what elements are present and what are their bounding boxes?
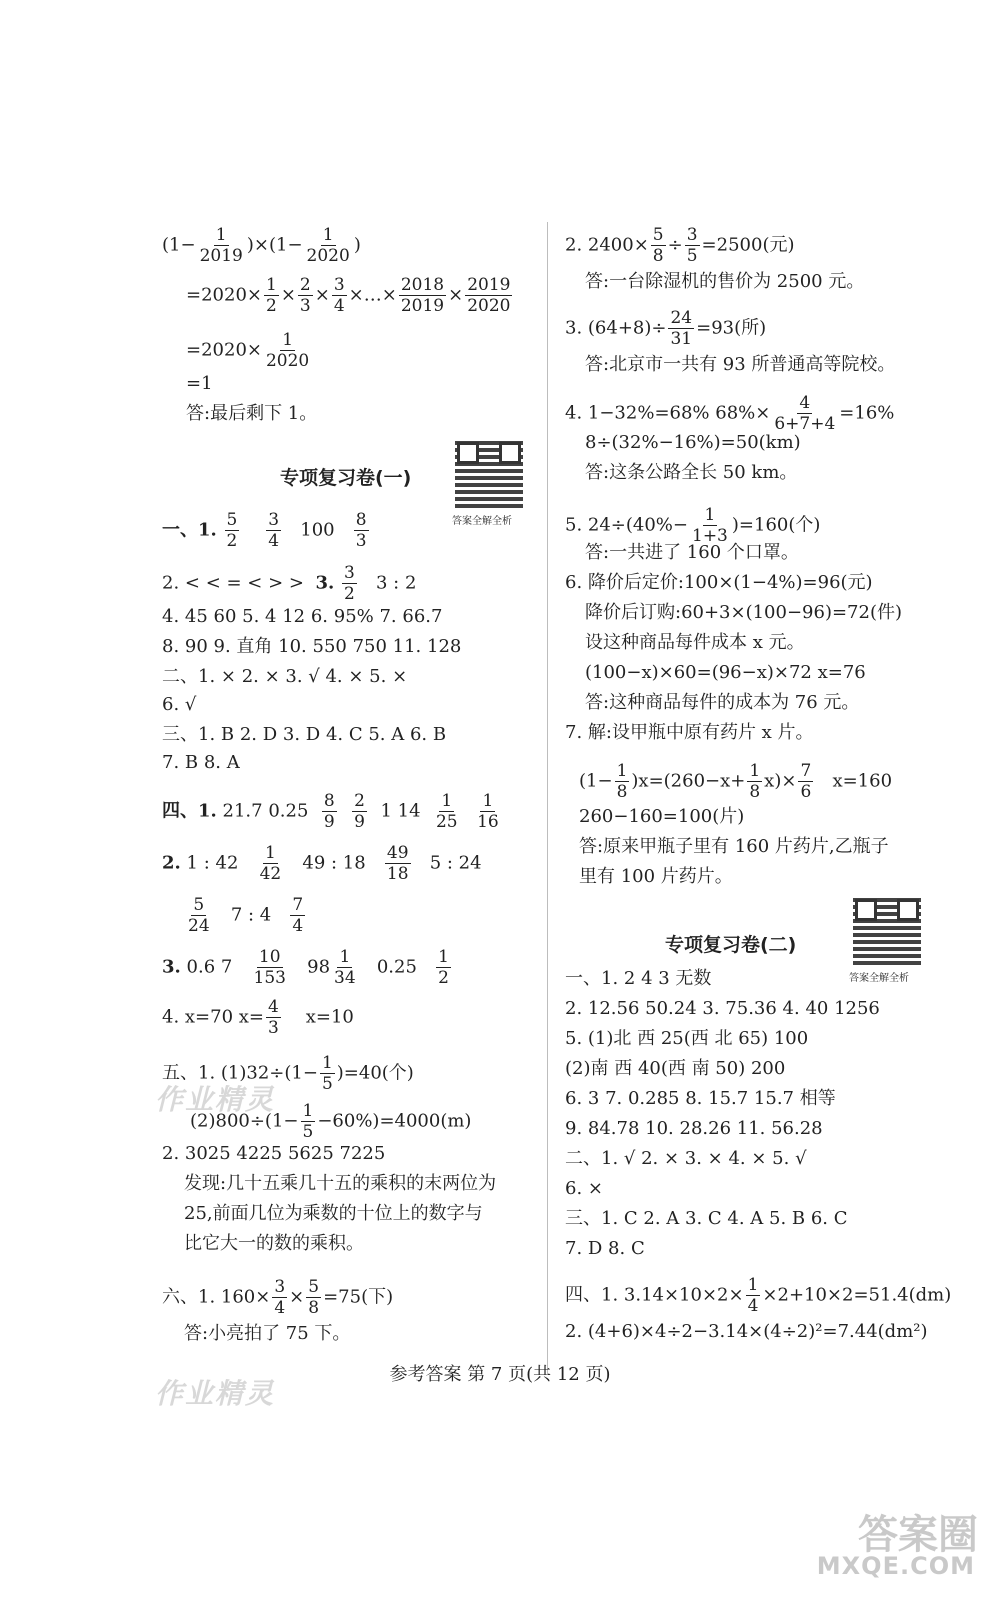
t2-line-2: 6. ×: [565, 1178, 603, 1199]
s5-q2-desc-2: 25,前面几位为乘数的十位上的数字与: [184, 1203, 483, 1224]
r-q6-1: 6. 降价后定价:100×(1−4%)=96(元): [565, 572, 873, 593]
t1-q5-2: (2)南 西 40(西 南 50) 200: [565, 1058, 786, 1079]
cont-line-1: (1− $\frac{1}{2019}$ )×(1− $\frac{1}{2020}$ ): [162, 225, 361, 266]
s4-q2-cont: $\frac{5}{24}$ 7 : 4 $\frac{7}{4}$: [188, 895, 304, 936]
section-title-1: 专项复习卷(一): [280, 467, 412, 489]
t1-q5-1: 5. (1)北 西 25(西 北 65) 100: [565, 1028, 809, 1049]
r-q4-answer: 答:这条公路全长 50 km。: [585, 462, 798, 483]
t3-line-1: 三、1. C 2. A 3. C 4. A 5. B 6. C: [565, 1208, 848, 1229]
r-q5-answer: 答:一共进了 160 个口罩。: [585, 542, 799, 563]
r-q2-answer: 答:一台除湿机的售价为 2500 元。: [585, 271, 865, 292]
s5-q1-1: 五、1. (1)32÷(1− $\frac{1}{5}$ )=40(个): [162, 1053, 414, 1094]
t1-q6: 6. 3 7. 0.285 8. 15.7 15.7 相等: [565, 1088, 836, 1109]
site-logo: 答案圈: [858, 1512, 978, 1558]
r-q7-answer-1: 答:原来甲瓶子里有 160 片药片,乙瓶子: [579, 836, 889, 857]
s1-q2: 2. < < = < > > 3. $\frac{3}{2}$ 3 : 2: [162, 563, 417, 604]
r-q7-answer-2: 里有 100 片药片。: [579, 866, 733, 887]
s6-q1: 六、1. 160× $\frac{3}{4}$ × $\frac{5}{8}$ =75(下): [162, 1277, 394, 1318]
r-q5: 5. 24÷(40%− $\frac{1}{1+3}$ )=160(个): [565, 505, 821, 546]
r-q3: 3. (64+8)÷ $\frac{24}{31}$ =93(所): [565, 308, 767, 349]
t3-line-2: 7. D 8. C: [565, 1238, 645, 1259]
s5-q1-2: (2)800÷(1− $\frac{1}{5}$ −60%)=4000(m): [190, 1101, 472, 1142]
s4-q4: 4. x=70 x= $\frac{4}{3}$ x=10: [162, 997, 354, 1038]
r-q2: 2. 2400× $\frac{5}{8}$ ÷ $\frac{3}{5}$ =2500(元): [565, 225, 795, 266]
r-q6-answer: 答:这种商品每件的成本为 76 元。: [585, 692, 860, 713]
qr-code-icon-2[interactable]: [853, 897, 921, 965]
cont-answer: 答:最后剩下 1。: [186, 403, 318, 424]
s5-q2: 2. 3025 4225 5625 7225: [162, 1143, 386, 1164]
r-q6-4: (100−x)×60=(96−x)×72 x=76: [585, 662, 866, 683]
s4-q2: 2. 1 : 42 $\frac{1}{42}$ 49 : 18 $\frac{49}{18}$ 5 : 24: [162, 843, 482, 884]
r-q6-3: 设这种商品每件成本 x 元。: [585, 632, 805, 653]
s1-q1: 一、1. $\frac{5}{2}$ $\frac{3}{4}$ 100 $\frac{8}{3}$: [162, 510, 367, 551]
t1-q1: 一、1. 2 4 3 无数: [565, 968, 712, 989]
t4-q2: 2. (4+6)×4÷2−3.14×(4÷2)²=7.44(dm²): [565, 1321, 928, 1342]
t2-line-1: 二、1. √ 2. × 3. × 4. × 5. √: [565, 1148, 807, 1169]
site-logo-url: MXQE.COM: [816, 1552, 975, 1580]
page-footer: 参考答案 第 7 页(共 12 页): [389, 1364, 611, 1385]
s1-q8: 8. 90 9. 直角 10. 550 750 11. 128: [162, 636, 462, 657]
r-q4-calc: 8÷(32%−16%)=50(km): [585, 432, 801, 453]
r-q7-1: 7. 解:设甲瓶中原有药片 x 片。: [565, 722, 814, 743]
s6-q1-answer: 答:小亮拍了 75 下。: [184, 1323, 351, 1344]
cont-line-3: =2020× $\frac{1}{2020}$: [186, 330, 310, 371]
s3-line-1: 三、1. B 2. D 3. D 4. C 5. A 6. B: [162, 724, 447, 745]
qr-code-icon[interactable]: [455, 440, 523, 508]
r-q7-3: 260−160=100(片): [579, 806, 745, 827]
r-q7-2: (1− $\frac{1}{8}$ )x=(260−x+ $\frac{1}{8}$ x)× $\frac{7}{6}$ x=160: [579, 761, 893, 802]
s4-q3: 3. 0.6 7 $\frac{10}{153}$ 98 $\frac{1}{34}$ 0.25 $\frac{1}{2}$: [162, 947, 449, 988]
watermark-2: 作业精灵: [155, 1377, 276, 1410]
column-divider: [547, 222, 548, 1374]
qr-caption: 答案全解全析: [452, 516, 512, 527]
s2-line-1: 二、1. × 2. × 3. √ 4. × 5. ×: [162, 666, 408, 687]
s5-q2-desc-3: 比它大一的数的乘积。: [184, 1233, 364, 1254]
watermark-1: 作业精灵: [155, 1083, 276, 1116]
cont-line-4: =1: [186, 373, 213, 394]
section-title-2: 专项复习卷(二): [665, 934, 797, 956]
s2-line-2: 6. √: [162, 694, 197, 715]
s1-q4: 4. 45 60 5. 4 12 6. 95% 7. 66.7: [162, 606, 443, 627]
qr-caption-2: 答案全解全析: [849, 973, 909, 984]
s4-q1: 四、1. 21.7 0.25 $\frac{8}{9}$ $\frac{2}{9}$ 1 14 $\frac{1}{25}$ $\frac{1}{16}$: [162, 791, 499, 832]
t4-q1: 四、1. 3.14×10×2× $\frac{1}{4}$ ×2+10×2=51.4(dm): [565, 1275, 952, 1316]
s3-line-2: 7. B 8. A: [162, 752, 240, 773]
cont-line-2: =2020× $\frac{1}{2}$ × $\frac{2}{3}$ × $\frac{3}{4}$ ×…× $\frac{2018}{2019}$ × $\frac{2019}{2020}$: [186, 275, 511, 316]
r-q3-answer: 答:北京市一共有 93 所普通高等院校。: [585, 354, 896, 375]
t1-q9: 9. 84.78 10. 28.26 11. 56.28: [565, 1118, 823, 1139]
r-q4: 4. 1−32%=68% 68%× $\frac{4}{6+7+4}$ =16%: [565, 393, 895, 434]
r-q6-2: 降价后订购:60+3×(100−96)=72(件): [585, 602, 903, 623]
s5-q2-desc-1: 发现:几十五乘几十五的乘积的末两位为: [184, 1173, 497, 1194]
t1-q2: 2. 12.56 50.24 3. 75.36 4. 40 1256: [565, 998, 880, 1019]
